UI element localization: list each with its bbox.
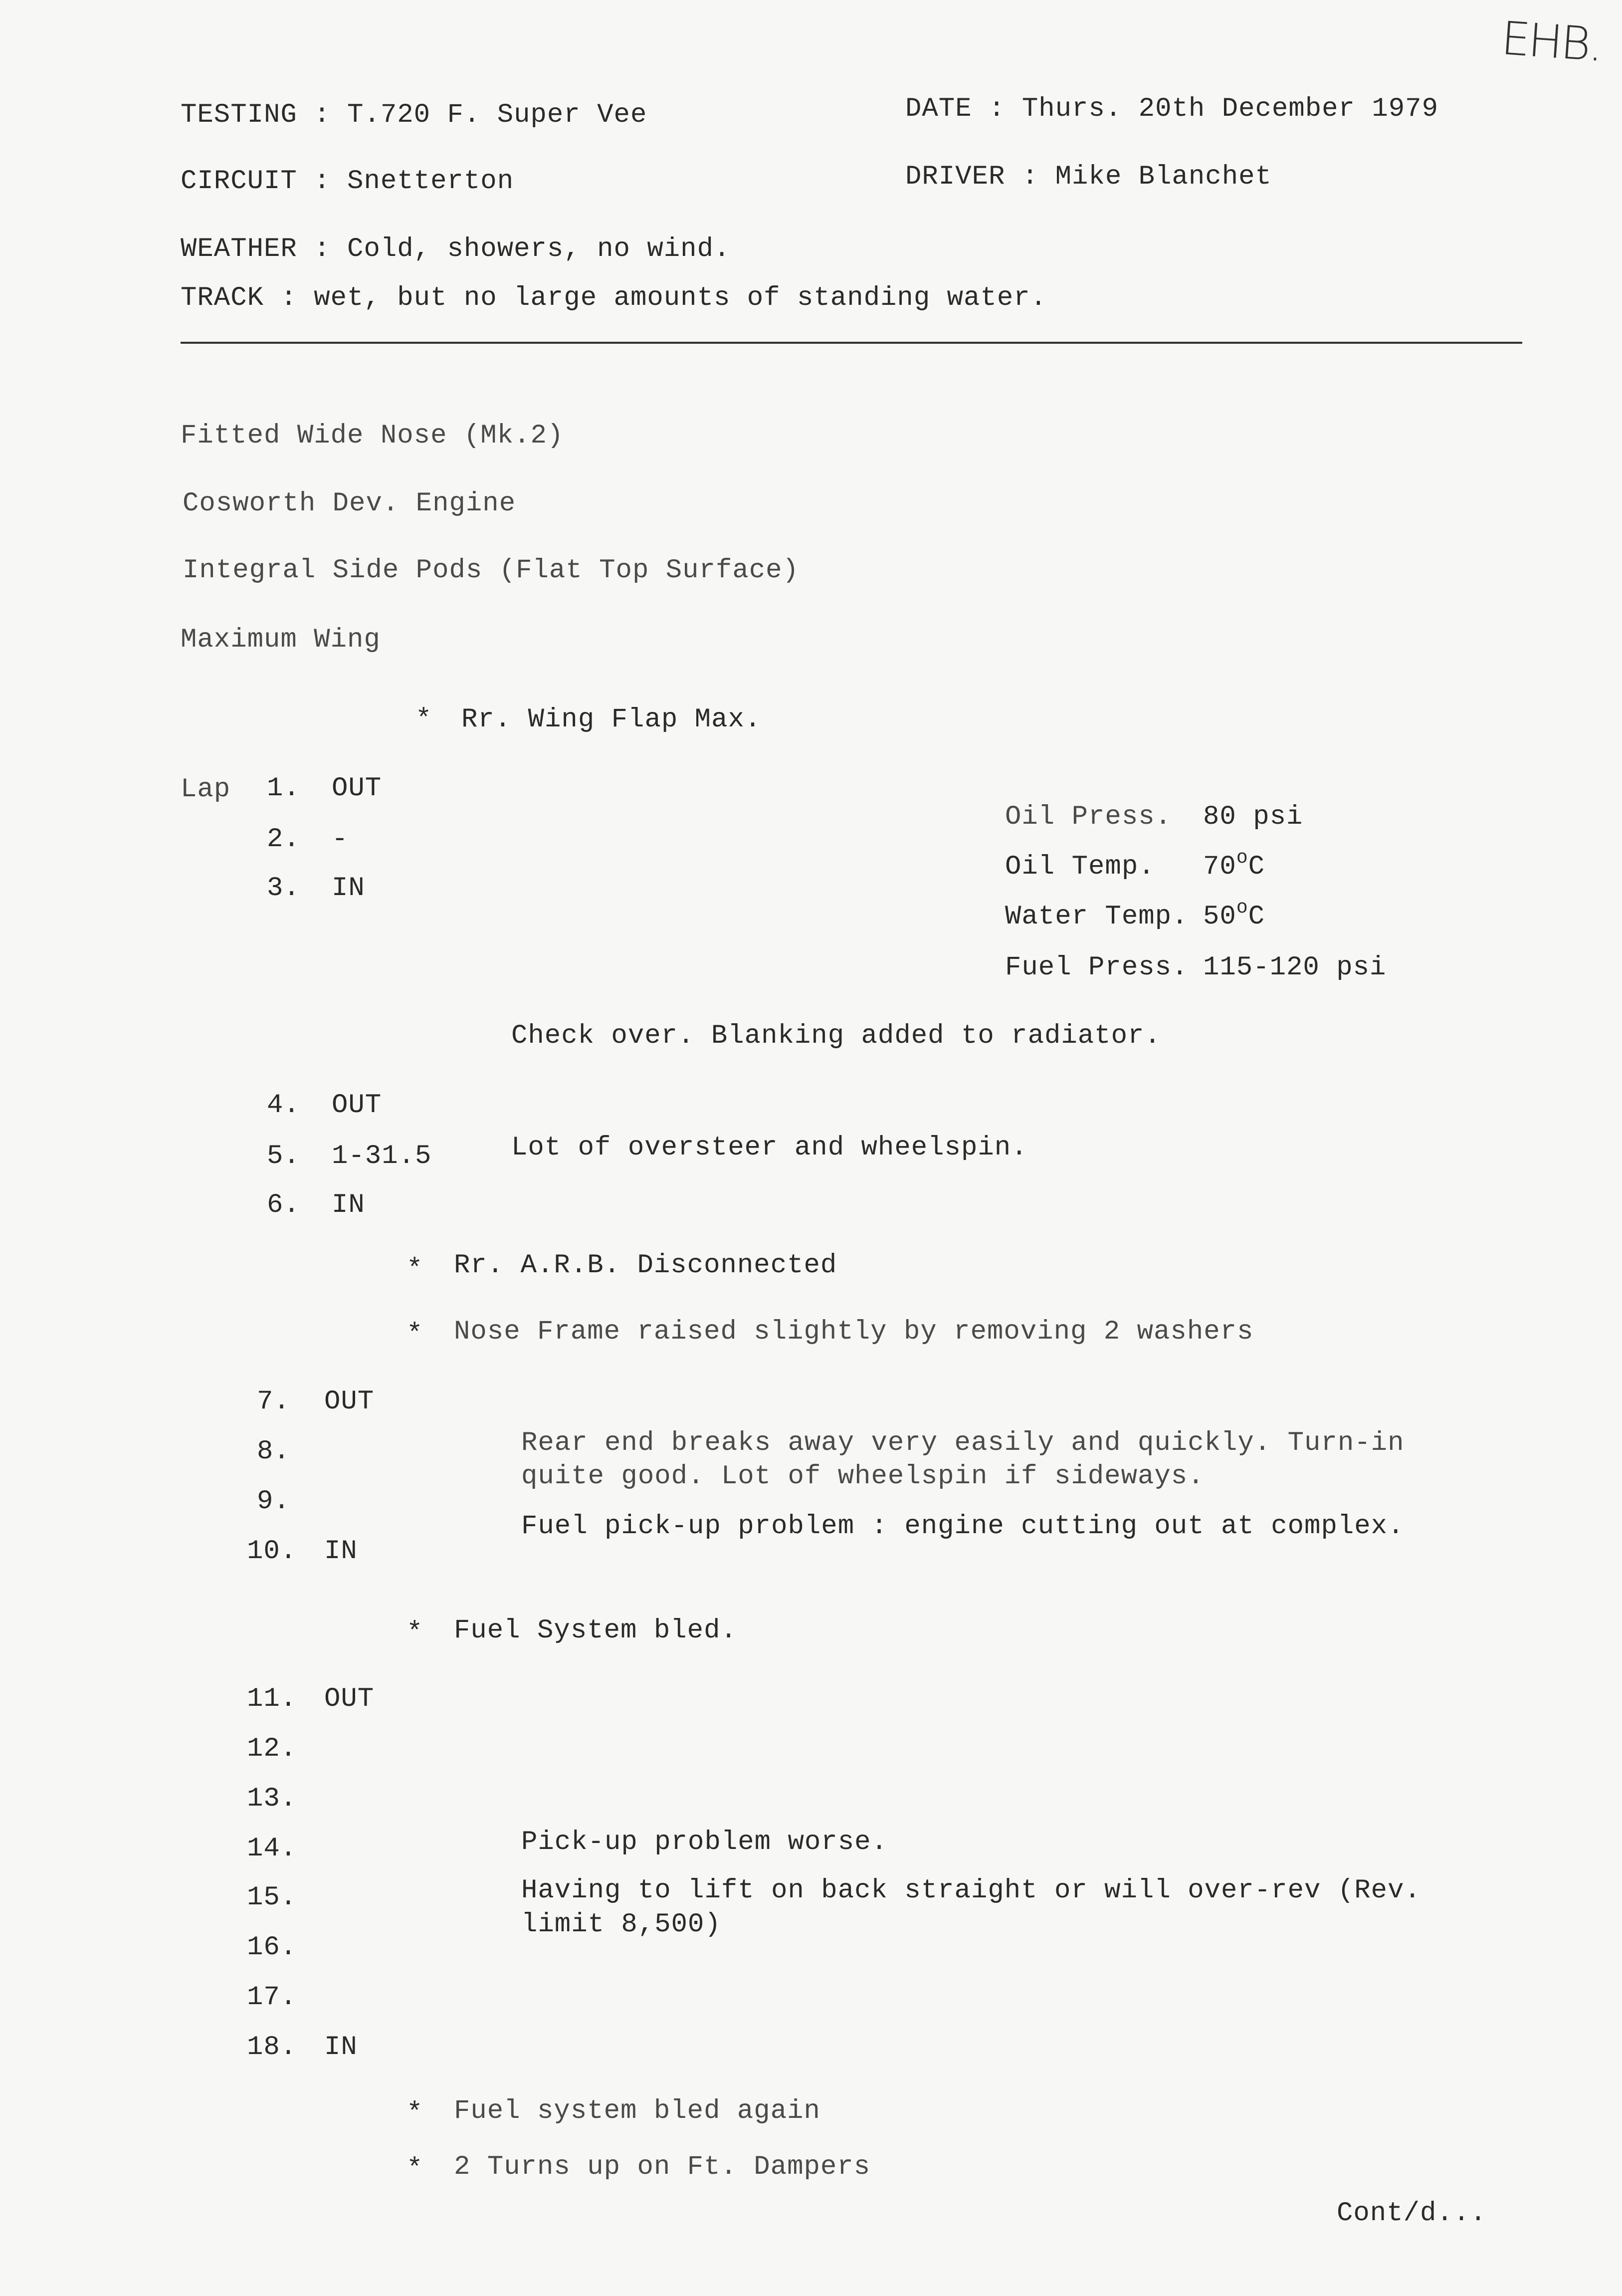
lap-status: IN: [324, 1536, 358, 1567]
lap-number: 13.: [247, 1784, 297, 1814]
lap-status: IN: [332, 873, 365, 904]
continued-footer: Cont/d...: [1337, 2198, 1487, 2229]
lap-status: OUT: [324, 1386, 375, 1417]
asterisk: *: [406, 1617, 423, 1648]
lap-number: 5.: [267, 1141, 300, 1171]
oil-press-label: Oil Press.: [1005, 802, 1172, 832]
lap-number: 14.: [247, 1834, 297, 1864]
lap-number: 9.: [257, 1486, 290, 1517]
oil-press-value: 80 psi: [1203, 802, 1303, 832]
setup-item: Fitted Wide Nose (Mk.2): [181, 421, 564, 451]
oil-temp-label: Oil Temp.: [1005, 852, 1155, 882]
fuel-press-value: 115-120 psi: [1203, 952, 1387, 983]
lap-note: Lot of oversteer and wheelspin.: [511, 1133, 1028, 1163]
handwritten-initials: EHB.: [1499, 11, 1604, 72]
change-note: Fuel System bled.: [454, 1615, 737, 1646]
change-note: 2 Turns up on Ft. Dampers: [454, 2152, 871, 2182]
lap-number: 1.: [267, 773, 300, 804]
testing-line: TESTING : T.720 F. Super Vee: [181, 100, 647, 130]
lap-number: 16.: [247, 1932, 297, 1963]
lap-status: IN: [324, 2032, 358, 2063]
setup-item: Cosworth Dev. Engine: [183, 488, 516, 519]
fuel-press-label: Fuel Press.: [1005, 952, 1189, 983]
lap-status: OUT: [324, 1684, 375, 1714]
asterisk: *: [406, 1254, 423, 1285]
driver-line: DRIVER : Mike Blanchet: [905, 162, 1272, 192]
lap-status: -: [332, 824, 349, 855]
lap-note: Fuel pick-up problem : engine cutting out at complex.: [521, 1511, 1405, 1542]
asterisk: *: [406, 2098, 423, 2128]
lap-number: 4.: [267, 1090, 300, 1121]
asterisk: *: [415, 704, 432, 735]
lap-number: 7.: [257, 1386, 290, 1417]
circuit-line: CIRCUIT : Snetterton: [181, 166, 514, 197]
lap-status: OUT: [332, 1090, 382, 1121]
change-note: Rr. A.R.B. Disconnected: [454, 1250, 837, 1281]
lap-number: 12.: [247, 1734, 297, 1764]
lap-note: Rear end breaks away very easily and quickly. Turn-in: [521, 1428, 1405, 1458]
lap-number: 10.: [247, 1536, 297, 1567]
lap-number: 6.: [267, 1190, 300, 1220]
asterisk: *: [406, 1319, 423, 1350]
oil-temp-value: 70$^o$C: [1203, 847, 1265, 882]
lap-number: 3.: [267, 873, 300, 904]
lap-note: Having to lift on back straight or will over-rev (Rev.: [521, 1875, 1421, 1906]
lap-number: 15.: [247, 1882, 297, 1913]
lap-number: 2.: [267, 824, 300, 855]
date-line: DATE : Thurs. 20th December 1979: [905, 94, 1438, 124]
lap-note: quite good. Lot of wheelspin if sideways.: [521, 1461, 1205, 1492]
setup-item: Maximum Wing: [181, 625, 381, 655]
change-note: Nose Frame raised slightly by removing 2 washers: [454, 1317, 1254, 1347]
check-over-note: Check over. Blanking added to radiator.: [511, 1021, 1161, 1051]
lap-label: Lap: [181, 774, 231, 805]
lap-number: 8.: [257, 1436, 290, 1467]
water-temp-label: Water Temp.: [1005, 902, 1189, 932]
change-note: Rr. Wing Flap Max.: [461, 704, 762, 735]
asterisk: *: [406, 2154, 423, 2184]
lap-note: Pick-up problem worse.: [521, 1827, 888, 1857]
lap-status: OUT: [332, 773, 382, 804]
lap-status: IN: [332, 1190, 365, 1220]
lap-note: limit 8,500): [521, 1909, 721, 1940]
track-line: TRACK : wet, but no large amounts of standing water.: [181, 283, 1047, 313]
lap-number: 11.: [247, 1684, 297, 1714]
change-note: Fuel system bled again: [454, 2096, 820, 2126]
header-divider: [181, 342, 1522, 344]
lap-number: 18.: [247, 2032, 297, 2063]
setup-item: Integral Side Pods (Flat Top Surface): [183, 555, 799, 586]
lap-time: 1-31.5: [332, 1141, 432, 1171]
weather-line: WEATHER : Cold, showers, no wind.: [181, 234, 731, 264]
water-temp-value: 50$^o$C: [1203, 897, 1265, 932]
lap-number: 17.: [247, 1982, 297, 2013]
